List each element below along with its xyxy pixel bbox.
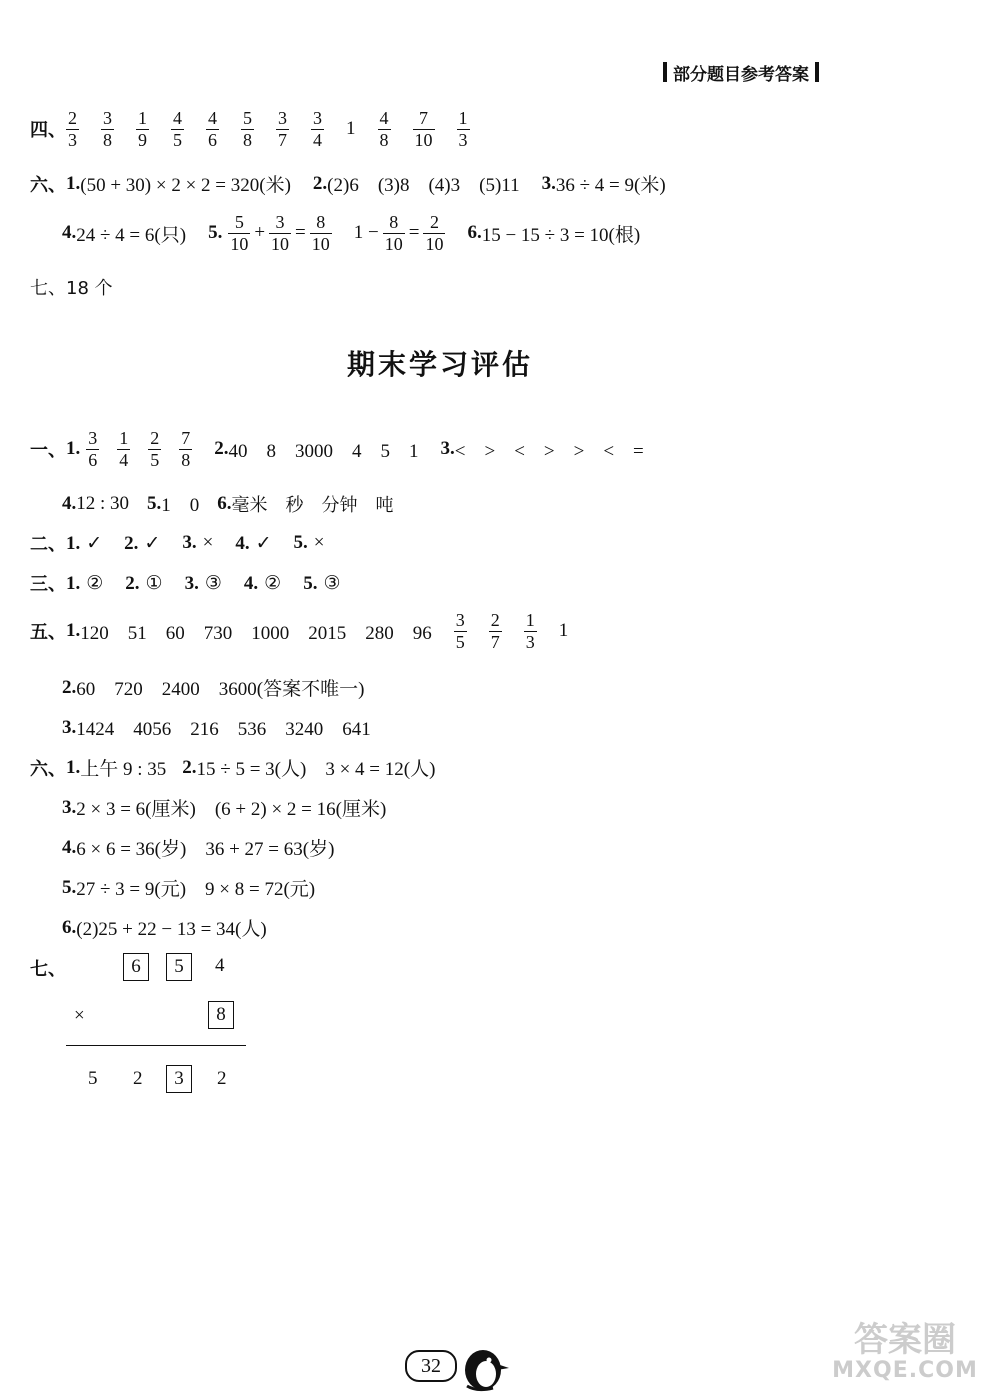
item-number: 2. <box>214 438 229 460</box>
answer-item <box>244 572 281 595</box>
operator: 1 − <box>353 222 379 244</box>
question-label: 一、 <box>30 440 66 462</box>
answer-text: 120 51 60 730 1000 2015 280 96 <box>80 622 432 644</box>
digit-box <box>166 1065 192 1093</box>
page-title: 期末学习评估 <box>346 348 533 381</box>
question-label: 七、 <box>30 959 66 980</box>
item-number: 2. <box>125 572 140 594</box>
answer-value: ✓ <box>255 532 272 554</box>
answer-text: 上午 9 : 35 <box>80 759 167 780</box>
denominator: 8 <box>181 449 191 470</box>
item-number: 4. <box>243 572 259 594</box>
numerator: 2 <box>68 108 77 128</box>
fraction <box>179 428 192 470</box>
numerator: 2 <box>490 610 500 630</box>
answer-text: 12 : 30 <box>76 492 130 514</box>
answer-value: ② <box>86 572 104 594</box>
numerator: 1 <box>525 610 535 630</box>
times-sign: × <box>74 1005 85 1026</box>
digit: 8 <box>208 1001 234 1029</box>
numerator: 4 <box>173 108 182 128</box>
fraction <box>413 108 435 150</box>
fraction-list <box>86 428 192 470</box>
item-number: 5. <box>303 572 318 594</box>
answer-value: 1 <box>346 118 356 140</box>
operator: = <box>408 222 420 244</box>
fraction <box>378 108 391 150</box>
answer-item <box>235 532 271 555</box>
operator: = <box>295 222 306 244</box>
item-number: 6. <box>467 222 482 244</box>
exam-row-san <box>30 570 340 596</box>
digit: 5 <box>166 953 192 981</box>
denominator: 3 <box>68 129 77 150</box>
digit: 4 <box>215 955 225 976</box>
denominator: 6 <box>208 129 217 150</box>
question-label: 二、 <box>30 534 66 555</box>
question-label: 四、 <box>30 120 66 142</box>
section-header <box>646 58 836 86</box>
exam-row-er <box>30 530 324 556</box>
fraction <box>136 108 149 150</box>
exam-row-liu-5 <box>62 874 315 901</box>
fraction <box>311 108 324 150</box>
answer-text: 40 8 3000 4 5 1 <box>228 440 419 462</box>
fraction <box>457 108 470 150</box>
numerator: 3 <box>103 108 112 128</box>
numerator: 2 <box>150 428 160 448</box>
answer-text: 60 720 2400 3600(答案不唯一) <box>76 679 365 700</box>
item-number: 4. <box>62 222 77 244</box>
answer-item <box>293 532 324 555</box>
fraction <box>101 108 114 150</box>
answer-text: 1424 4056 216 536 3240 641 <box>76 719 371 740</box>
exam-row-wu <box>30 610 568 652</box>
watermark-text: 答案圈 <box>854 1320 956 1360</box>
answer-value: ③ <box>204 572 222 594</box>
answer-text: (2)25 + 22 − 13 = 34(人) <box>76 919 267 940</box>
fraction <box>206 108 219 150</box>
answer-row-liu <box>30 170 666 197</box>
fraction-list <box>378 108 470 150</box>
fraction <box>66 108 79 150</box>
numerator: 3 <box>313 108 322 128</box>
fraction <box>524 610 537 652</box>
numerator: 7 <box>181 428 191 448</box>
answer-item <box>66 572 103 595</box>
question-label: 六、 <box>30 758 66 780</box>
denominator: 4 <box>313 129 322 150</box>
question-label: 六、 <box>30 174 66 196</box>
denominator: 9 <box>138 129 147 150</box>
fraction <box>276 108 289 150</box>
denominator: 8 <box>243 129 252 150</box>
exam-row-liu-3 <box>62 794 386 821</box>
answer-value: × <box>313 531 325 553</box>
item-number: 4. <box>62 836 77 858</box>
exam-row-yi <box>30 428 644 470</box>
exam-row-liu-6 <box>62 914 267 941</box>
item-number: 5. <box>62 876 77 898</box>
answer-text: 1 0 <box>161 495 200 516</box>
calc-divider <box>66 1045 246 1046</box>
numerator: 1 <box>138 108 147 128</box>
answer-row-liu-cont <box>62 212 640 254</box>
fraction-list <box>454 610 537 652</box>
item-number: 3. <box>440 438 455 460</box>
fraction <box>241 108 254 150</box>
item-number: 4. <box>235 532 250 554</box>
denominator: 7 <box>278 129 287 150</box>
answer-value: ✓ <box>86 532 103 554</box>
answer-item <box>124 532 160 555</box>
header-bar-right <box>815 62 819 82</box>
fraction: $\frac{5}{10}$ <box>230 212 249 254</box>
operator: + <box>254 222 266 244</box>
watermark-url: MXQE.COM <box>832 1358 978 1383</box>
answer-value: 1 <box>558 620 569 642</box>
exam-row-wu-2 <box>62 674 364 701</box>
fraction: $\frac{3}{10}$ <box>271 212 290 254</box>
exam-row-wu-3 <box>62 714 371 741</box>
answer-text: 毫米 秒 分钟 吨 <box>231 494 394 516</box>
exam-row-liu-4 <box>62 834 334 861</box>
section-header-text: 部分题目参考答案 <box>673 64 809 85</box>
page-number: 32 <box>405 1350 457 1382</box>
answer-text: 27 ÷ 3 = 9(元) 9 × 8 = 72(元) <box>76 879 316 900</box>
denominator: 3 <box>525 631 535 652</box>
numerator: 3 <box>88 428 98 448</box>
answer-text: (2)6 (3)8 (4)3 (5)11 <box>327 175 520 196</box>
answer-text: (50 + 30) × 2 × 2 = 320(米) <box>80 175 291 196</box>
numerator: 5 <box>243 108 252 128</box>
denominator: 6 <box>88 449 98 470</box>
fraction <box>171 108 184 150</box>
watermark-logo <box>820 1320 990 1390</box>
question-label: 三、 <box>30 574 66 595</box>
answer-item <box>66 532 102 555</box>
digit-box <box>166 953 192 981</box>
penguin-icon <box>453 1340 513 1392</box>
answer-text: 七、18 个 <box>30 278 113 299</box>
answer-value: ① <box>145 572 163 594</box>
answer-text: < > < > > < = <box>454 440 644 462</box>
answer-text: 6 × 6 = 36(岁) 36 + 27 = 63(岁) <box>76 839 335 860</box>
answer-value: ② <box>264 572 282 594</box>
denominator: 7 <box>490 631 500 652</box>
header-bar-left <box>663 62 667 82</box>
denominator: 5 <box>173 129 182 150</box>
item-number: 1. <box>66 620 81 642</box>
answer-value: ③ <box>323 572 341 594</box>
answer-value: ✓ <box>144 532 161 554</box>
item-number: 3. <box>62 716 77 738</box>
fraction: $\frac{8}{10}$ <box>384 212 403 254</box>
item-number: 3. <box>182 531 197 553</box>
answer-text: 15 − 15 ÷ 3 = 10(根) <box>481 224 641 246</box>
numerator: 1 <box>458 108 468 128</box>
page-footer <box>405 1340 513 1392</box>
fraction <box>454 610 467 652</box>
item-number: 1. <box>66 756 81 778</box>
denominator: 8 <box>379 129 389 150</box>
digit: 2 <box>133 1068 143 1089</box>
numerator: 3 <box>455 610 465 630</box>
numerator: 4 <box>208 108 217 128</box>
fraction: $\frac{2}{10}$ <box>425 212 444 254</box>
item-number: 1. <box>66 572 81 594</box>
item-number: 5. <box>147 492 162 514</box>
item-number: 2. <box>124 532 139 554</box>
digit: 5 <box>88 1068 98 1089</box>
fraction: $\frac{8}{10}$ <box>311 212 330 254</box>
numerator: 3 <box>278 108 287 128</box>
item-number: 1. <box>66 532 81 554</box>
question-label: 五、 <box>30 622 66 644</box>
answer-list <box>66 532 324 555</box>
fraction <box>489 610 502 652</box>
fraction <box>148 428 161 470</box>
denominator: 4 <box>119 449 129 470</box>
answer-item <box>303 572 340 595</box>
item-number: 3. <box>184 572 199 594</box>
item-number: 1. <box>66 172 81 194</box>
answer-text: 2 × 3 = 6(厘米) (6 + 2) × 2 = 16(厘米) <box>76 799 387 820</box>
exam-row-liu <box>30 754 435 781</box>
answer-row-qi <box>30 274 113 300</box>
denominator: 5 <box>455 631 465 652</box>
numerator: 1 <box>119 428 129 448</box>
fraction <box>86 428 99 470</box>
item-number: 2. <box>182 756 197 778</box>
fraction-list <box>66 108 324 150</box>
item-number: 6. <box>62 916 77 938</box>
item-number: 1. <box>66 438 81 460</box>
answer-list <box>66 572 340 595</box>
exam-row-yi-cont <box>62 490 394 517</box>
denominator: 8 <box>103 129 112 150</box>
answer-text: 15 ÷ 5 = 3(人) 3 × 4 = 12(人) <box>196 759 436 780</box>
numerator: 4 <box>379 108 389 128</box>
digit: 6 <box>123 953 149 981</box>
answer-text: 36 ÷ 4 = 9(米) <box>555 175 666 196</box>
item-number: 3. <box>62 796 77 818</box>
answer-row-si <box>30 108 470 150</box>
digit: 2 <box>217 1068 227 1089</box>
item-number: 6. <box>217 492 232 514</box>
denominator: 5 <box>150 449 160 470</box>
item-number: 5. <box>293 531 308 553</box>
digit-box <box>123 953 149 981</box>
item-number: 5. <box>208 222 223 244</box>
answer-value: × <box>202 531 214 553</box>
digit: 3 <box>166 1065 192 1093</box>
answer-item <box>125 572 162 595</box>
item-number: 2. <box>62 676 77 698</box>
answer-item <box>182 532 213 555</box>
fraction <box>117 428 130 470</box>
denominator: 3 <box>458 129 468 150</box>
item-number: 3. <box>541 172 556 194</box>
answer-item <box>185 572 222 595</box>
item-number: 4. <box>62 492 77 514</box>
answer-text: 24 ÷ 4 = 6(只) <box>76 224 187 246</box>
item-number: 2. <box>312 172 328 194</box>
denominator: 10 <box>414 129 433 150</box>
digit-box <box>208 1001 234 1029</box>
numerator: 7 <box>419 108 428 128</box>
